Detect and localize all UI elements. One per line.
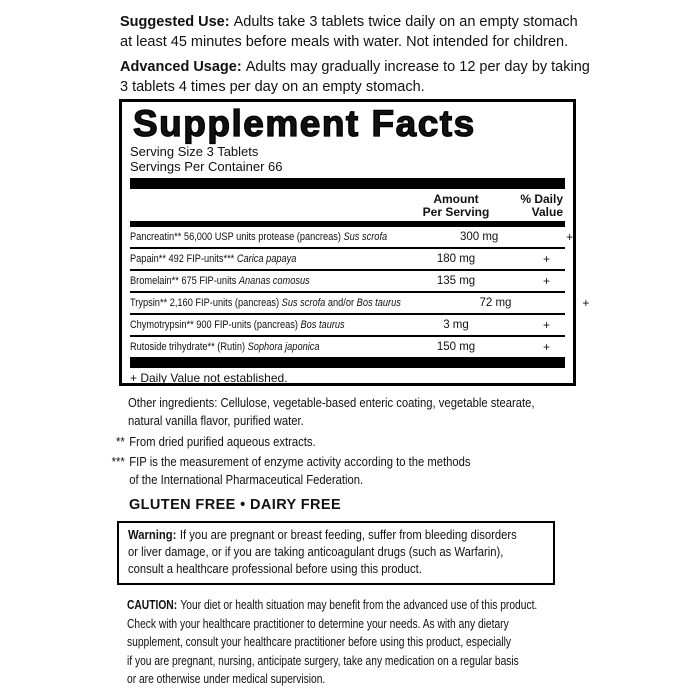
suggested-use-paragraph xyxy=(120,12,595,52)
caution-paragraph xyxy=(127,596,597,689)
advanced-usage-label: Advanced Usage: xyxy=(120,59,242,75)
advanced-usage-line1 xyxy=(120,57,595,77)
ingredient-amount: 72 mg xyxy=(479,297,512,309)
caution-text1: Your diet or health situation may benefit from the advanced use of this product. xyxy=(180,598,538,612)
gluten-dairy-free-badge: GLUTEN FREE • DAIRY FREE xyxy=(129,497,342,513)
footnote-text xyxy=(125,453,471,489)
warning-box xyxy=(117,521,555,585)
supplement-facts-panel xyxy=(119,99,590,386)
footnote-marker: *** xyxy=(111,455,125,469)
ingredient-name: Papain** 492 FIP-units*** Carica papaya xyxy=(130,253,297,265)
advanced-usage-line2: 3 tablets 4 times per day on an empty stomach. xyxy=(120,79,425,95)
ingredient-table xyxy=(130,227,590,357)
ingredient-row-bromelain xyxy=(130,269,565,291)
warning-line2: or liver damage, or if you are taking anticoagulant drugs (such as Warfarin), xyxy=(128,545,504,559)
caution-line5: or are otherwise under medical supervision. xyxy=(127,672,326,687)
panel-title: Supplement Facts xyxy=(133,103,476,144)
ingredient-row-rutoside xyxy=(130,335,565,357)
caution-label: CAUTION: xyxy=(127,598,178,612)
ingredient-row-chymotrypsin xyxy=(130,313,565,335)
dv-header-line2: Value xyxy=(531,204,563,219)
ingredient-row-pancreatin xyxy=(130,227,574,247)
caution-content xyxy=(127,596,538,689)
other-ingredients-line2: natural vanilla flavor, purified water. xyxy=(128,414,304,428)
warning-line3: consult a healthcare professional before using this product. xyxy=(128,562,422,576)
ingredient-name: Bromelain** 675 FIP-units Ananas comosus xyxy=(130,275,310,287)
servings-per-container: Servings Per Container 66 xyxy=(130,159,283,174)
footnote-marker: ** xyxy=(116,435,125,449)
suggested-use-label: Suggested Use: xyxy=(120,14,230,30)
amount-header-line1: Amount xyxy=(433,192,479,206)
amount-header-line2: Per Serving xyxy=(422,204,490,219)
ingredient-daily-value: + xyxy=(542,318,550,332)
advanced-usage-paragraph xyxy=(120,57,595,97)
ingredient-name: Pancreatin** 56,000 USP units protease (pancreas) Sus scrofa xyxy=(130,231,388,243)
ingredient-amount: 300 mg xyxy=(459,231,499,243)
serving-size: Serving Size 3 Tablets xyxy=(130,144,259,159)
ingredient-name: Chymotrypsin** 900 FIP-units (pancreas) Bos taurus xyxy=(130,319,345,331)
suggested-use-text1: Adults take 3 tablets twice daily on an empty stomach xyxy=(233,14,578,30)
footnote-fip-line2: of the International Pharmaceutical Federation. xyxy=(129,473,364,487)
caution-line1 xyxy=(127,596,538,615)
ingredient-row-trypsin xyxy=(130,291,590,313)
ingredient-amount: 135 mg xyxy=(436,275,476,287)
ingredient-daily-value: + xyxy=(582,296,590,310)
advanced-usage-text1: Adults may gradually increase to 12 per day by taking xyxy=(245,59,590,75)
caution-line3: supplement, consult your healthcare practitioner before using this product, especially xyxy=(127,635,512,650)
ingredient-amount: 180 mg xyxy=(436,253,476,265)
warning-line1 xyxy=(128,527,517,544)
ingredient-daily-value: + xyxy=(542,340,550,354)
divider-bar-thick xyxy=(130,178,565,189)
footnote-text: From dried purified aqueous extracts. xyxy=(129,435,316,449)
ingredient-name: Trypsin** 2,160 FIP-units (pancreas) Sus scrofa and/or Bos taurus xyxy=(130,297,401,309)
daily-value-note: + Daily Value not established. xyxy=(130,371,288,385)
other-ingredients-paragraph xyxy=(128,394,535,430)
ingredient-name: Rutoside trihydrate** (Rutin) Sophora japonica xyxy=(130,341,320,353)
ingredient-daily-value: + xyxy=(542,252,550,266)
ingredient-amount: 150 mg xyxy=(436,341,476,353)
ingredient-daily-value: + xyxy=(566,230,574,244)
ingredient-amount: 3 mg xyxy=(443,319,469,331)
footnotes xyxy=(105,433,471,489)
footnote-fip-line1: FIP is the measurement of enzyme activity according to the methods xyxy=(129,455,471,469)
other-ingredients-line1: Other ingredients: Cellulose, vegetable-based enteric coating, vegetable stearate, xyxy=(128,396,535,410)
caution-line4: if you are pregnant, nursing, anticipate surgery, take any medication on a regular basis xyxy=(127,653,519,668)
warning-text1: If you are pregnant or breast feeding, suffer from bleeding disorders xyxy=(179,528,517,542)
caution-line2: Check with your healthcare practitioner to determine your needs. As with any dietary xyxy=(127,616,509,631)
suggested-use-line2: at least 45 minutes before meals with water. Not intended for children. xyxy=(120,34,569,50)
ingredient-daily-value: + xyxy=(542,274,550,288)
daily-value-column-header xyxy=(499,193,565,218)
header-spacer xyxy=(130,193,413,218)
ingredient-row-papain xyxy=(130,247,565,269)
dv-header-line1: % Daily xyxy=(520,192,563,206)
warning-content xyxy=(128,527,517,578)
divider-bar-thick-bottom xyxy=(130,357,565,368)
footnote-aqueous-extracts xyxy=(105,433,471,451)
suggested-use-line1 xyxy=(120,12,595,32)
warning-label: Warning: xyxy=(128,528,177,542)
table-column-header xyxy=(130,193,565,218)
footnote-fip xyxy=(105,453,471,489)
amount-column-header xyxy=(413,193,499,218)
